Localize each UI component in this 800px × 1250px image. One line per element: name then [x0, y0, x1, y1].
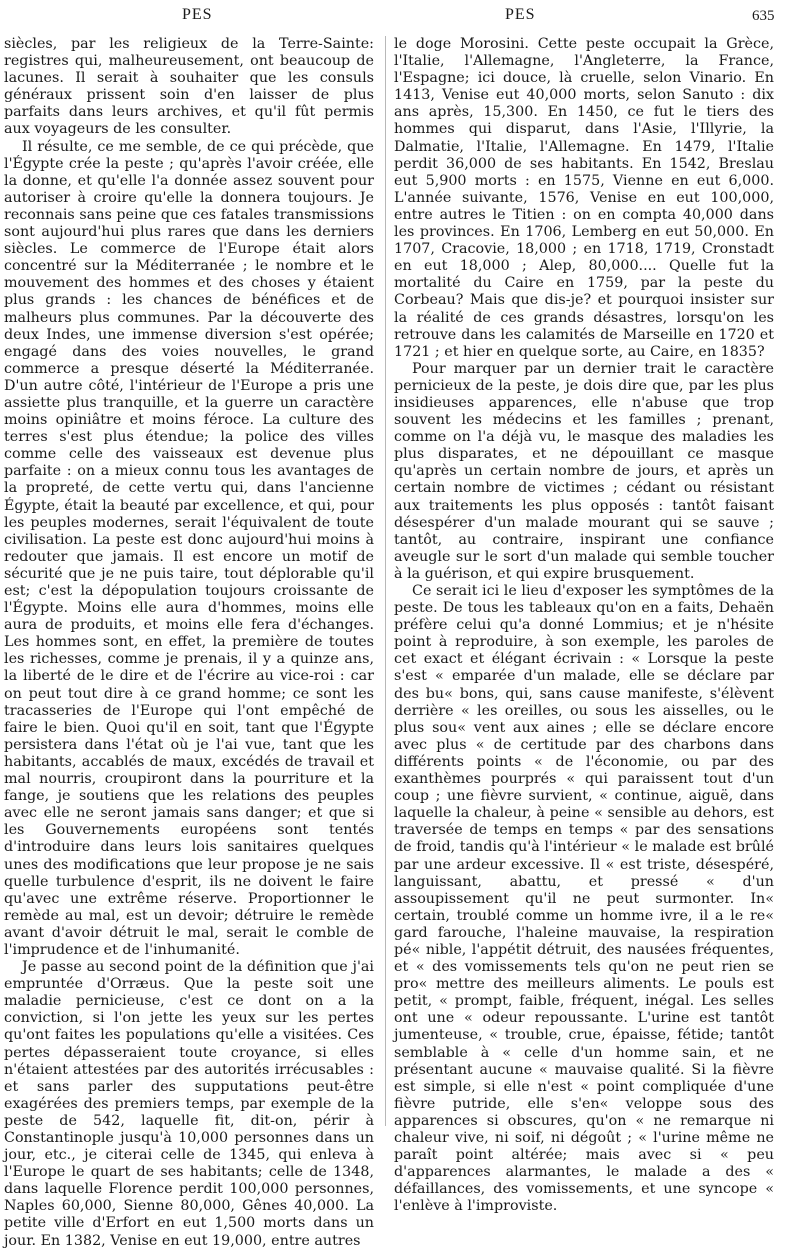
paragraph: le doge Morosini. Cette peste occupait la Grèce, l'Italie, l'Allemagne, l'Angleterre, la France, l'Espagne; ici douce, là cruelle, selon Vinario. En 1413, Venise eut 40,000 morts, selon Sanuto : dix ans après, 15,300. En 1450, ce fut le tiers des hommes qui disparut, dans l'Asie, l'Illyrie, la Dalmatie, l'Italie, l'Allemagne. En 1479, l'Italie perdit 36,000 de ses habitants. En 1542, Breslau eut 5,900 morts : en 1575, Vienne en eut 6,000. L'année suivante, 1576, Venise en eut 100,000, entre autres le Titien : on en compta 40,000 dans les provinces. En 1706, Lemberg en eut 50,000. En 1707, Cracovie, 18,000 ; en 1718, 1719, Cronstadt en eut 18,000 ; Alep, 80,000.... Quelle fut la mortalité du Caire en 1759, par la peste du Corbeau? Mais que dis-je? et pourquoi insister sur la réalité de ces grands désastres, lorsqu'on les retrouve dans les calamités de Marseille en 1720 et 1721 ; et hier en quelque sorte, au Caire, en 1835?	[394, 36, 774, 360]
right-column	[394, 36, 774, 1215]
paragraph: Pour marquer par un dernier trait le caractère pernicieux de la peste, je dois dire que, par les plus insidieuses apparences, elle n'abuse que trop souvent les médecins et les familles ; prenant, comme on l'a déjà vu, le masque des maladies les plus disparates, et ne dépouillant ce masque qu'après un certain nombre de jours, et après un certain nombre de victimes ; cédant ou résistant aux traitements les plus opposés : tantôt faisant désespérer d'un malade mourant qui se sauve ; tantôt, au contraire, inspirant une confiance aveugle sur le sort d'un malade qui semble toucher à la guérison, et qui expire brusquement.	[394, 360, 774, 582]
running-header	[0, 6, 800, 30]
header-right-title: PES	[505, 6, 536, 23]
header-left-title: PES	[182, 6, 213, 23]
left-column	[4, 36, 374, 1249]
paragraph: Ce serait ici le lieu d'exposer les symptômes de la peste. De tous les tableaux qu'on en a faits, Dehaën préfère celui qu'a donné Lommius; et je n'hésite point à reproduire, à son exemple, les paroles de cet exact et élégant écrivain : « Lorsque la peste s'est « emparée d'un malade, elle se déclare par des bu« bons, qui, sans cause manifeste, s'élèvent derrière « les oreilles, ou sous les aisselles, ou le plus sou« vent aux aines ; elle se déclare encore avec plus « de certitude par des charbons dans différents points « de l'économie, ou par des exanthèmes pourprés « qui paraissent tout d'un coup ; une fièvre survient, « continue, aiguë, dans laquelle la chaleur, à peine « sensible au dehors, est traversée de temps en temps « par des sensations de froid, tandis qu'à l'intérieur « le malade est brûlé par une ardeur excessive. Il « est triste, désespéré, languissant, abattu, et pressé « d'un assoupissement qu'il ne peut surmonter. In« certain, troublé comme un homme ivre, il a le re« gard farouche, l'haleine mauvaise, la respiration pé« nible, l'appétit détruit, des nausées fréquentes, et « des vomissements tels qu'on ne peut rien se pro« mettre des meilleurs aliments. Le pouls est petit, « prompt, faible, fréquent, inégal. Les selles ont une « odeur repoussante. L'urine est tantôt jumenteuse, « trouble, crue, épaisse, fétide; tantôt semblable à « celle d'un homme sain, et ne présentant aucune « mauvaise qualité. Si la fièvre est simple, si elle n'est « point compliquée d'une fièvre putride, elle s'en« veloppe sous des apparences si obscures, qu'on « ne remarque ni chaleur vive, ni soif, ni dégoût ; « l'urine même ne paraît point altérée; mais avec si « peu d'apparences alarmantes, le malade a des « défaillances, des vomissements, et une syncope « l'enlève à l'improviste.	[394, 583, 774, 1215]
page-number: 635	[752, 8, 775, 24]
column-divider	[385, 36, 386, 1126]
paragraph: Il résulte, ce me semble, de ce qui précède, que l'Égypte crée la peste ; qu'après l'avoir créée, elle la donne, et qu'elle l'a donnée assez souvent pour autoriser à croire qu'elle la donnera toujours. Je reconnais sans peine que ces fatales transmissions sont aujourd'hui plus rares que dans les derniers siècles. Le commerce de l'Europe était alors concentré sur la Méditerranée ; le nombre et le mouvement des hommes et des choses y étaient plus grands : les chances de bénéfices et de malheurs plus communes. Par la découverte des deux Indes, une immense diversion s'est opérée; engagé dans des voies nouvelles, le grand commerce a presque déserté la Méditerranée. D'un autre côté, l'intérieur de l'Europe a pris une assiette plus tranquille, et la guerre un caractère moins opiniâtre et moins féroce. La culture des terres s'est plus étendue; la police des villes comme celle des vaisseaux est devenue plus parfaite : on a mieux connu tous les avantages de la propreté, de cette vertu qui, dans l'ancienne Égypte, était la beauté par excellence, et qui, pour les peuples modernes, serait l'équivalent de toute civilisation. La peste est donc aujourd'hui moins à redouter que jamais. Il est encore un motif de sécurité que je ne puis taire, tout déplorable qu'il est; c'est la dépopulation toujours croissante de l'Égypte. Moins elle aura d'hommes, moins elle aura de produits, et moins elle fera d'échanges. Les hommes sont, en effet, la première de toutes les richesses, comme je prenais, il y a quinze ans, la liberté de le dire et de l'écrire au vice-roi : car on peut tout dire à ce grand homme; ce sont les tracasseries de l'Europe qui l'ont empêché de faire le bien. Quoi qu'il en soit, tant que l'Égypte persistera dans l'état où je l'ai vue, tant que les habitants, accablés de maux, excédés de travail et mal nourris, croupiront dans la pourriture et la fange, je soutiens que les relations des peuples avec elle ne seront jamais sans danger; et que si les Gouvernements européens sont tentés d'introduire dans leurs lois sanitaires quelques unes des modifications que leur propose je ne sais quelle turbulence d'esprit, ils ne doivent le faire qu'avec une extrême réserve. Proportionner le remède au mal, est un devoir; détruire le remède avant d'avoir détruit le mal, serait le comble de l'imprudence et de l'inhumanité.	[4, 138, 374, 958]
paragraph: Je passe au second point de la définition que j'ai empruntée d'Orræus. Que la peste soit une maladie pernicieuse, c'est ce dont on a la conviction, si l'on jette les yeux sur les pertes qu'ont faites les populations qu'elle a visitées. Ces pertes dépasseraient toute croyance, si elles n'étaient attestées par des autorités irrécusables : et sans parler des supputations peut-être exagérées des premiers temps, par exemple de la peste de 542, laquelle fit, dit-on, périr à Constantinople jusqu'à 10,000 personnes dans un jour, etc., je citerai celle de 1345, qui enleva à l'Europe le quart de ses habitants; celle de 1348, dans laquelle Florence perdit 100,000 personnes, Naples 60,000, Sienne 80,000, Gênes 40,000. La petite ville d'Erfort en eut 1,500 morts dans un jour. En 1382, Venise en eut 19,000, entre autres	[4, 959, 374, 1249]
paragraph: siècles, par les religieux de la Terre-Sainte: registres qui, malheureusement, ont beaucoup de lacunes. Il serait à souhaiter que les consuls généraux prissent soin d'en laisser de plus parfaits dans leurs archives, et qu'il fût permis aux voyageurs de les consulter.	[4, 36, 374, 138]
